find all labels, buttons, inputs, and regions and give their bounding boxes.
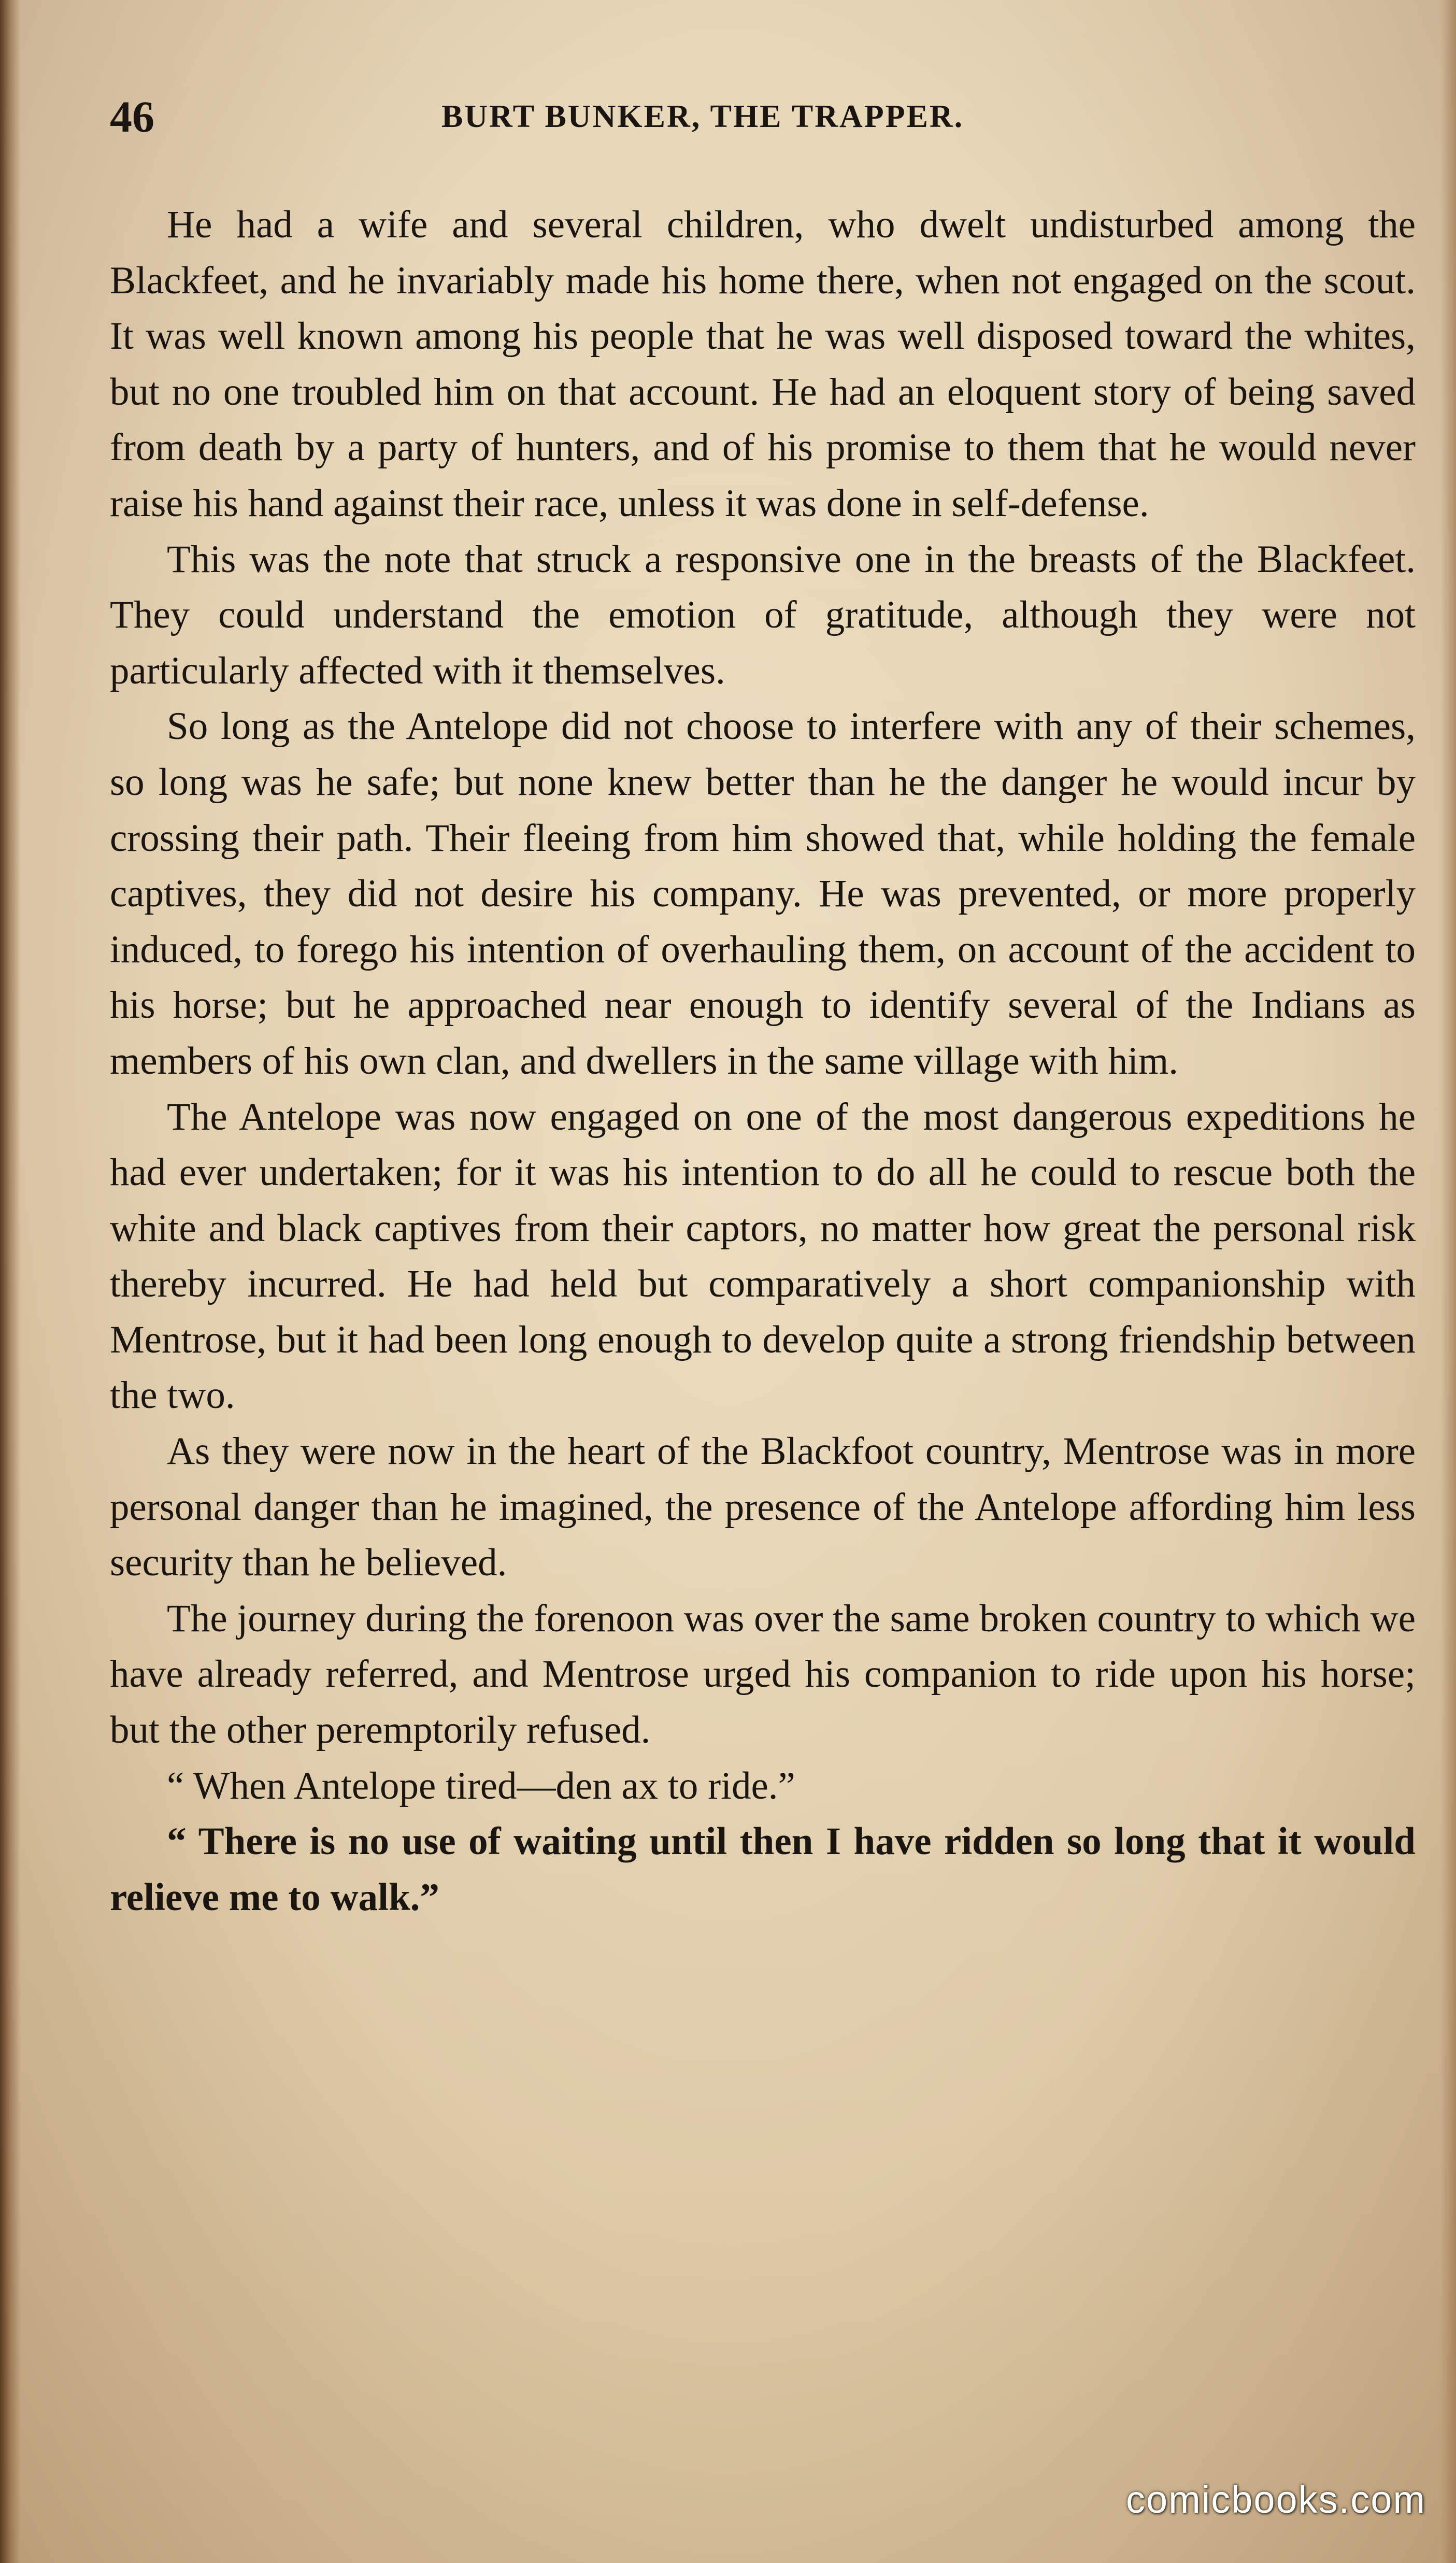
paragraph: This was the note that struck a responsive one in the breasts of the Blackfeet. They could understand the emotion of gratitude, although they were not particularly affected with it themselves. <box>110 537 1416 692</box>
dialogue-line: “ When Antelope tired—den ax to ride.” <box>167 1764 795 1807</box>
page-header <box>110 88 1416 145</box>
paragraph: So long as the Antelope did not choose to interfere with any of their schemes, so long was he safe; but none knew better than he the danger he would incur by crossing their path. Their fleeing from him showed that, while holding the female captives, they did not desire his company. He was prevented, or more properly induced, to forego his intention of overhauling them, on account of the accident to his horse; but he approached near enough to identify several of the Indians as members of his own clan, and dwellers in the same village with him. <box>110 705 1416 1083</box>
page-edge-right <box>1440 0 1456 2563</box>
paragraph: The Antelope was now engaged on one of the most dangerous expeditions he had ever undertaken; for it was his intention to do all he could to rescue both the white and black captives from their captors, no matter how great the personal risk thereby incurred. He had held but comparatively a short companionship with Mentrose, but it had been long enough to develop quite a strong friendship between the two. <box>110 1095 1416 1417</box>
page-number: 46 <box>110 92 154 141</box>
watermark: comicbooks.com <box>1125 2478 1426 2521</box>
paragraph: The journey during the forenoon was over the same broken country to which we have already referred, and Mentrose urged his companion to ride upon his horse; but the other peremptorily refused. <box>110 1597 1416 1752</box>
running-title: BURT BUNKER, THE TRAPPER. <box>441 99 964 134</box>
paragraph: He had a wife and several children, who dwelt undisturbed among the Blackfeet, and he invariably made his home there, when not engaged on the scout. It was well known among his people that he was well disposed toward the whites, but no one troubled him on that account. He had an eloquent story of being saved from death by a party of hunters, and of his promise to them that he would never raise his hand against their race, unless it was done in self-defense. <box>110 203 1416 525</box>
page-edge-left <box>0 0 21 2563</box>
body-text <box>110 197 1416 1925</box>
paragraph: As they were now in the heart of the Blackfoot country, Mentrose was in more personal danger than he imagined, the presence of the Antelope affording him less security than he believed. <box>110 1430 1416 1585</box>
dialogue-line: “ There is no use of waiting until then I have ridden so long that it would relieve me to walk.” <box>110 1820 1416 1919</box>
